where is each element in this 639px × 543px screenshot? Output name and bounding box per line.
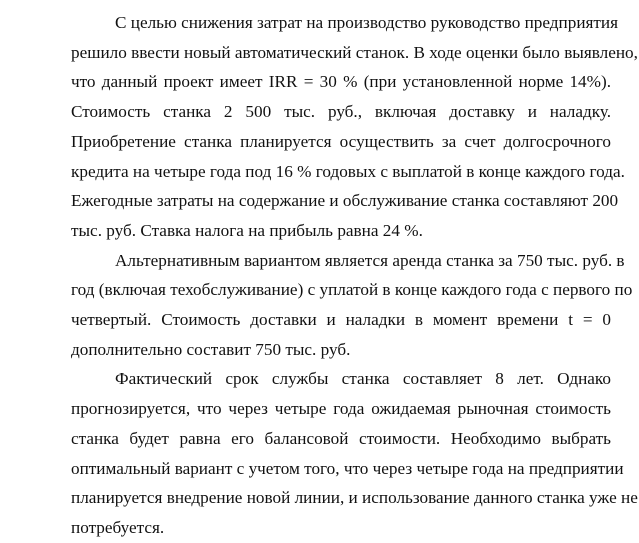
text-line: планируется внедрение новой линии, и использование данного станка уже не xyxy=(71,488,638,508)
text-line: Ежегодные затраты на содержание и обслуживание станка составляют 200 xyxy=(71,191,619,211)
text-line: Фактический срок службы станка составляет 8 лет. Однако xyxy=(115,369,611,389)
text-line: оптимальный вариант с учетом того, что через четыре года на предприятии xyxy=(71,458,624,478)
text-line: станка будет равна его балансовой стоимости. Необходимо выбрать xyxy=(71,428,611,448)
text-line: дополнительно составит 750 тыс. руб. xyxy=(71,339,351,359)
paragraph-1 xyxy=(27,8,638,246)
text-line: четвертый. Стоимость доставки и наладки в момент времени t = 0 xyxy=(71,310,611,330)
text-line: прогнозируется, что через четыре года ожидаемая рыночная стоимость xyxy=(71,399,611,419)
text-line: Приобретение станка планируется осуществить за счет долгосрочного xyxy=(71,131,611,151)
text-line: С целью снижения затрат на производство руководство предприятия xyxy=(115,13,619,32)
text-line: Стоимость станка 2 500 тыс. руб., включая доставку и наладку. xyxy=(71,102,611,122)
text-line: Альтернативным вариантом является аренда станка за 750 тыс. руб. в xyxy=(115,250,625,270)
text-line: решило ввести новый автоматический станок. В ходе оценки было выявлено, xyxy=(71,42,638,62)
text-line: тыс. руб. Ставка налога на прибыль равна 24 %. xyxy=(71,220,423,240)
text-line: год (включая техобслуживание) с уплатой в конце каждого года с первого по xyxy=(71,280,633,300)
paragraph-2 xyxy=(27,246,633,365)
paragraph-3 xyxy=(27,364,638,542)
text-line: кредита на четыре года под 16 % годовых с выплатой в конце каждого года. xyxy=(71,161,625,181)
text-line: потребуется. xyxy=(71,517,165,537)
text-line: что данный проект имеет IRR = 30 % (при установленной норме 14%). xyxy=(71,72,611,92)
